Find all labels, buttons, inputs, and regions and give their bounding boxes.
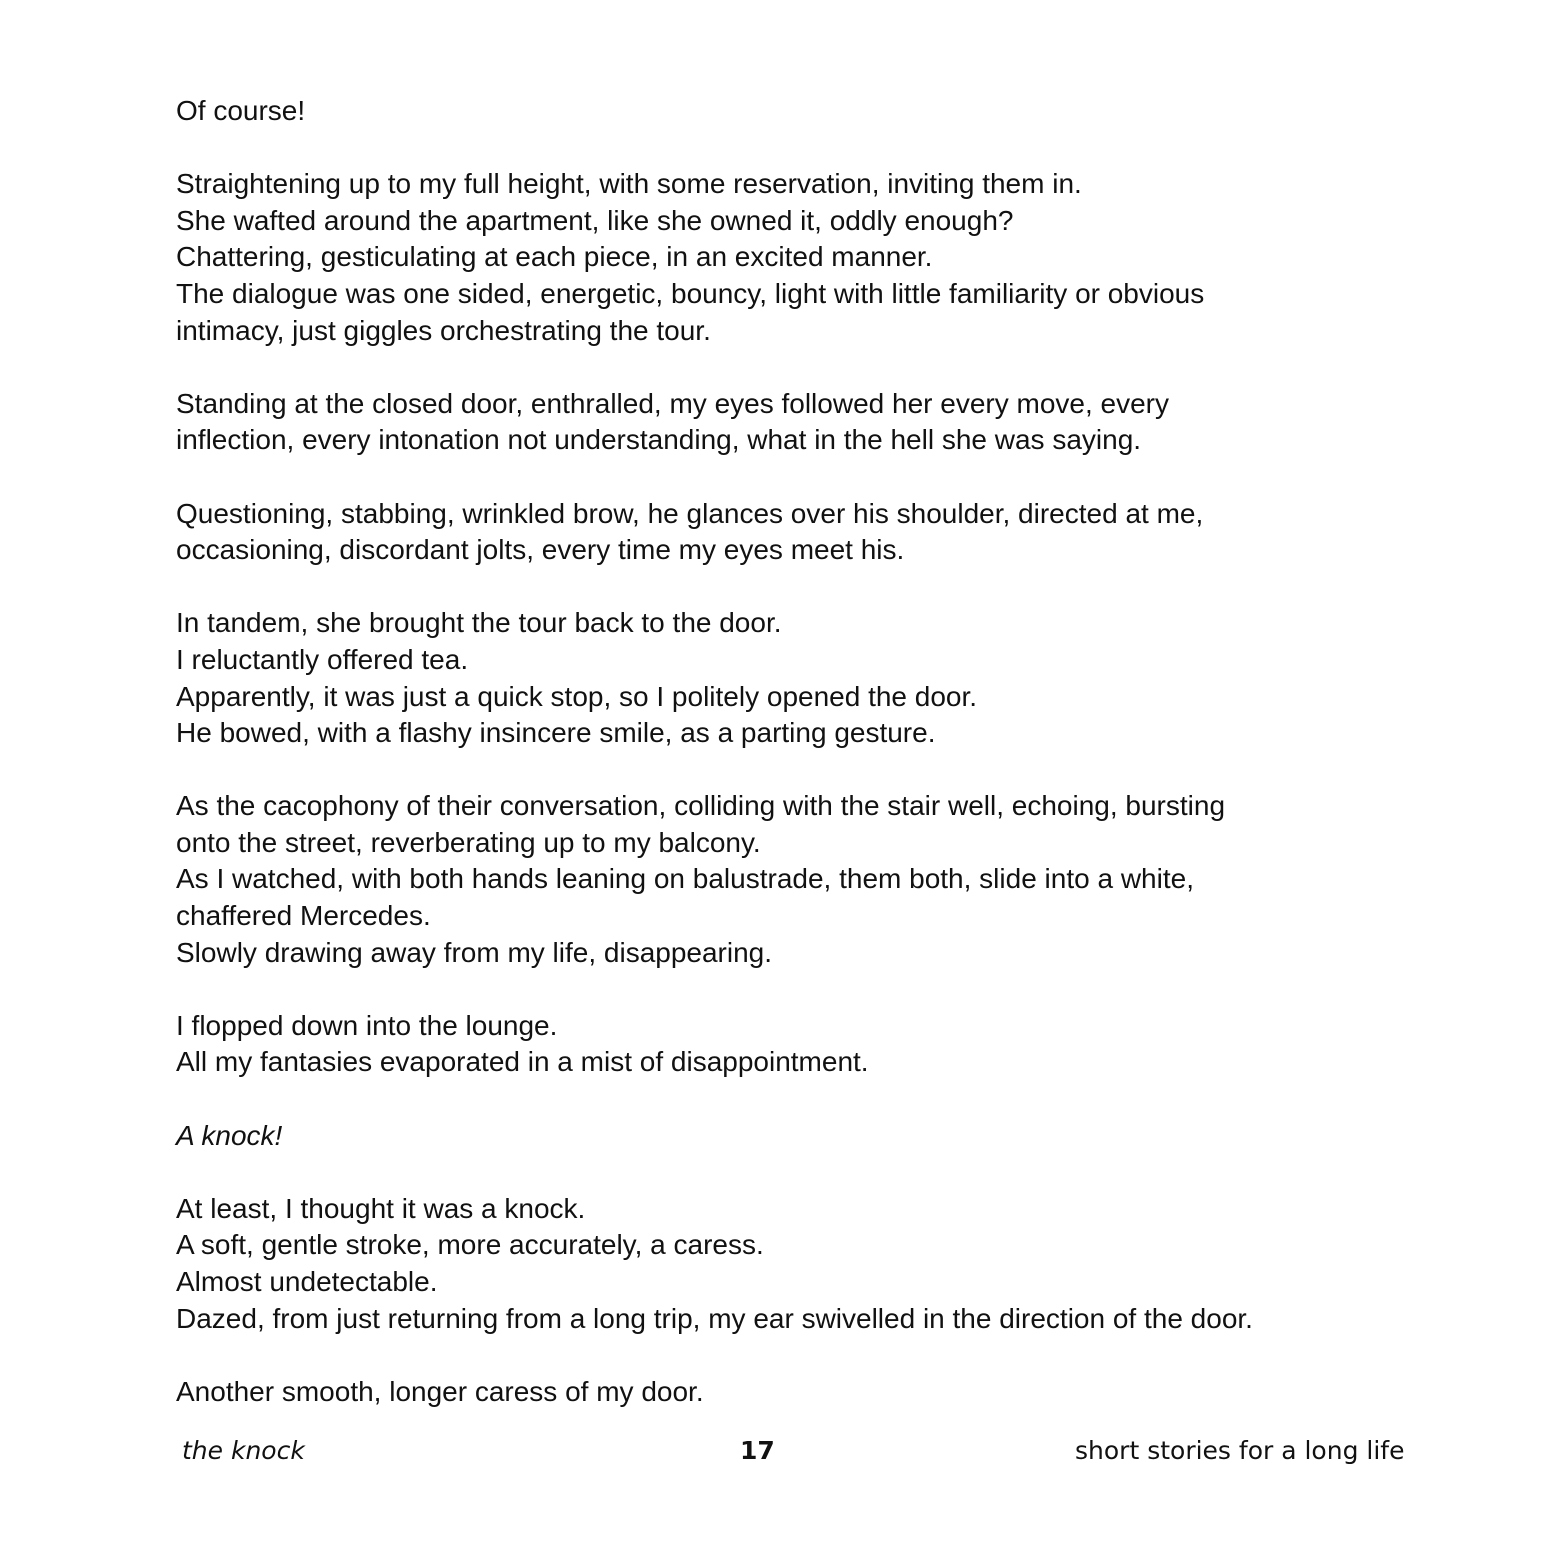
text-line: I flopped down into the lounge. bbox=[176, 1009, 558, 1041]
footer-story-title: the knock bbox=[182, 1436, 305, 1465]
text-line: inflection, every intonation not understanding, what in the hell she was saying. bbox=[176, 424, 1142, 456]
text-line: intimacy, just giggles orchestrating the tour. bbox=[176, 314, 711, 346]
text-line: onto the street, reverberating up to my balcony. bbox=[176, 826, 761, 858]
text-line: He bowed, with a flashy insincere smile, as a parting gesture. bbox=[176, 717, 936, 749]
text-line: A soft, gentle stroke, more accurately, a caress. bbox=[176, 1229, 764, 1261]
paragraph bbox=[176, 1191, 1396, 1337]
text-line: Of course! bbox=[176, 95, 306, 126]
page-number: 17 bbox=[740, 1436, 775, 1465]
text-line: Standing at the closed door, enthralled, my eyes followed her every move, every bbox=[176, 387, 1169, 419]
paragraph bbox=[176, 1008, 1396, 1081]
footer-book-title: short stories for a long life bbox=[1075, 1436, 1405, 1465]
paragraph bbox=[176, 166, 1396, 349]
text-line: Another smooth, longer caress of my door. bbox=[176, 1375, 704, 1407]
paragraph-italic bbox=[176, 1118, 1396, 1155]
text-line: As I watched, with both hands leaning on balustrade, them both, slide into a white, bbox=[176, 863, 1194, 895]
paragraph bbox=[176, 496, 1396, 569]
story-body bbox=[176, 93, 1396, 1447]
text-line: Almost undetectable. bbox=[176, 1266, 438, 1297]
paragraph bbox=[176, 386, 1396, 459]
italic-text-line: A knock! bbox=[176, 1119, 283, 1151]
text-line: Dazed, from just returning from a long trip, my ear swivelled in the direction of the door. bbox=[176, 1302, 1253, 1334]
text-line: As the cacophony of their conversation, colliding with the stair well, echoing, bursting bbox=[176, 790, 1226, 822]
paragraph bbox=[176, 1374, 1396, 1411]
text-line: Straightening up to my full height, with some reservation, inviting them in. bbox=[176, 168, 1082, 200]
text-line: Apparently, it was just a quick stop, so I politely opened the door. bbox=[176, 680, 978, 712]
text-line: At least, I thought it was a knock. bbox=[176, 1192, 586, 1224]
text-line: occasioning, discordant jolts, every time my eyes meet his. bbox=[176, 534, 905, 566]
text-line: She wafted around the apartment, like she owned it, oddly enough? bbox=[176, 204, 1014, 236]
paragraph bbox=[176, 605, 1396, 751]
text-line: In tandem, she brought the tour back to the door. bbox=[176, 607, 782, 639]
paragraph bbox=[176, 788, 1396, 971]
paragraph bbox=[176, 93, 1396, 130]
text-line: All my fantasies evaporated in a mist of disappointment. bbox=[176, 1046, 869, 1078]
page-footer bbox=[0, 1436, 1557, 1476]
text-line: The dialogue was one sided, energetic, bouncy, light with little familiarity or obvious bbox=[176, 277, 1205, 309]
text-line: I reluctantly offered tea. bbox=[176, 643, 469, 675]
text-line: Chattering, gesticulating at each piece, in an excited manner. bbox=[176, 241, 933, 273]
text-line: chaffered Mercedes. bbox=[176, 900, 431, 932]
text-line: Slowly drawing away from my life, disappearing. bbox=[176, 936, 773, 968]
text-line: Questioning, stabbing, wrinkled brow, he glances over his shoulder, directed at me, bbox=[176, 497, 1204, 529]
